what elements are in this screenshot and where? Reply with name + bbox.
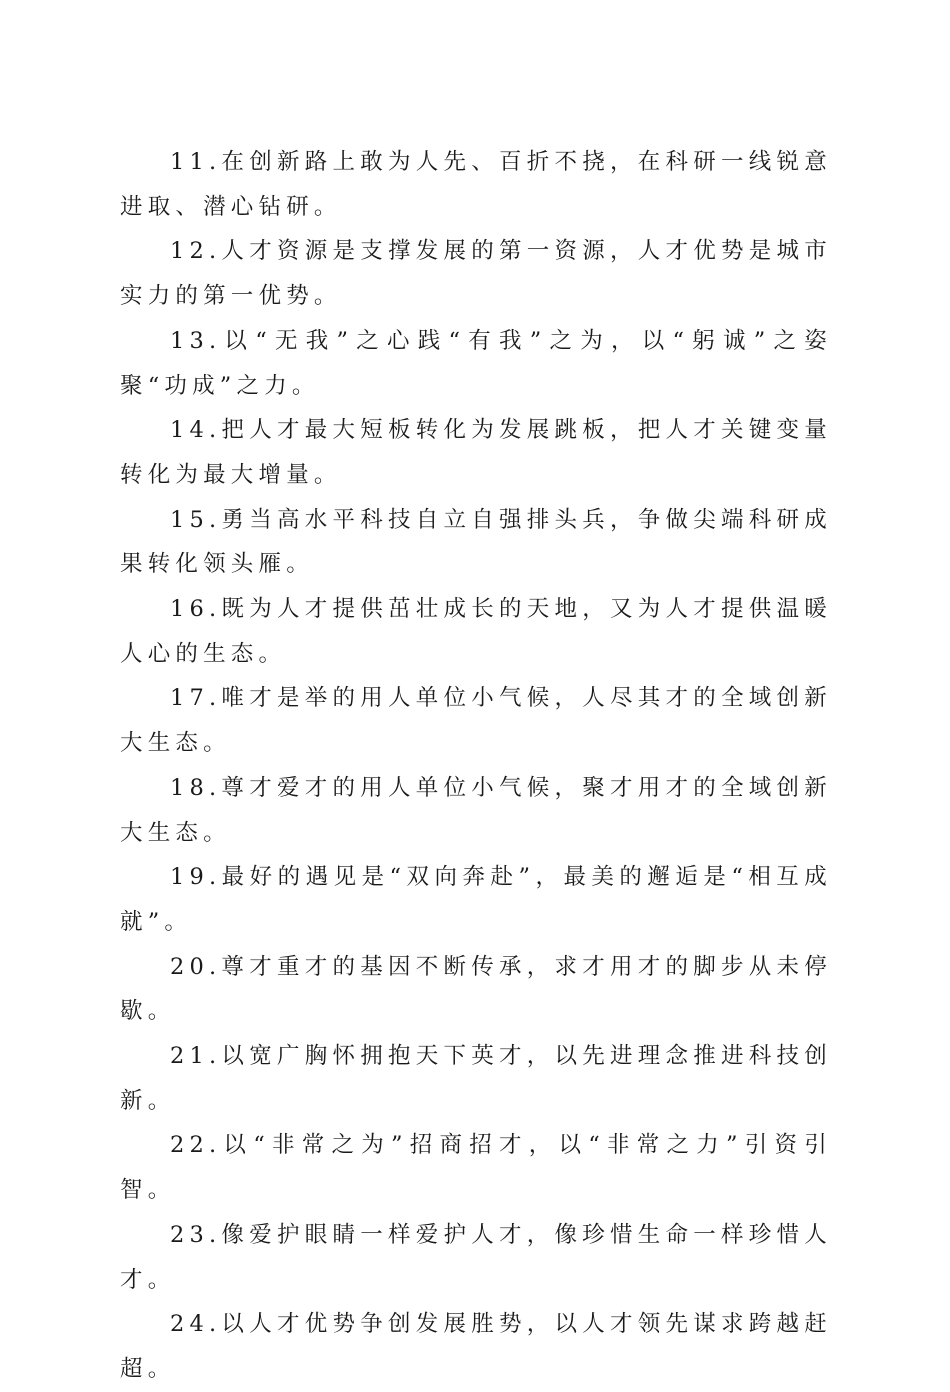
list-item-15: 15.勇当高水平科技自立自强排头兵，争做尖端科研成果转化领头雁。	[120, 506, 832, 578]
list-item-22: 22.以“非常之为”招商招才，以“非常之力”引资引智。	[120, 1132, 832, 1204]
list-item-16: 16.既为人才提供茁壮成长的天地，又为人才提供温暖人心的生态。	[120, 596, 832, 667]
list-item-24: 24.以人才优势争创发展胜势，以人才领先谋求跨越赶超。	[120, 1311, 832, 1382]
list-item-21: 21.以宽广胸怀拥抱天下英才，以先进理念推进科技创新。	[120, 1043, 832, 1114]
list-item-18: 18.尊才爱才的用人单位小气候，聚才用才的全域创新大生态。	[120, 774, 832, 846]
list-item-19: 19.最好的遇见是“双向奔赴”，最美的邂逅是“相互成就”。	[120, 864, 832, 935]
list-item-11: 11.在创新路上敢为人先、百折不挠，在科研一线锐意进取、潜心钻研。	[120, 149, 832, 220]
list-item-13: 13.以“无我”之心践“有我”之为，以“躬诚”之姿聚“功成”之力。	[120, 327, 832, 399]
list-item-12: 12.人才资源是支撑发展的第一资源，人才优势是城市实力的第一优势。	[120, 238, 832, 310]
list-item-23: 23.像爱护眼睛一样爱护人才，像珍惜生命一样珍惜人才。	[120, 1221, 832, 1293]
list-item-17: 17.唯才是举的用人单位小气候，人尽其才的全域创新大生态。	[120, 685, 832, 757]
document-body	[120, 140, 832, 1392]
list-item-20: 20.尊才重才的基因不断传承，求才用才的脚步从未停歇。	[120, 953, 832, 1025]
list-item-14: 14.把人才最大短板转化为发展跳板，把人才关键变量转化为最大增量。	[120, 417, 832, 488]
